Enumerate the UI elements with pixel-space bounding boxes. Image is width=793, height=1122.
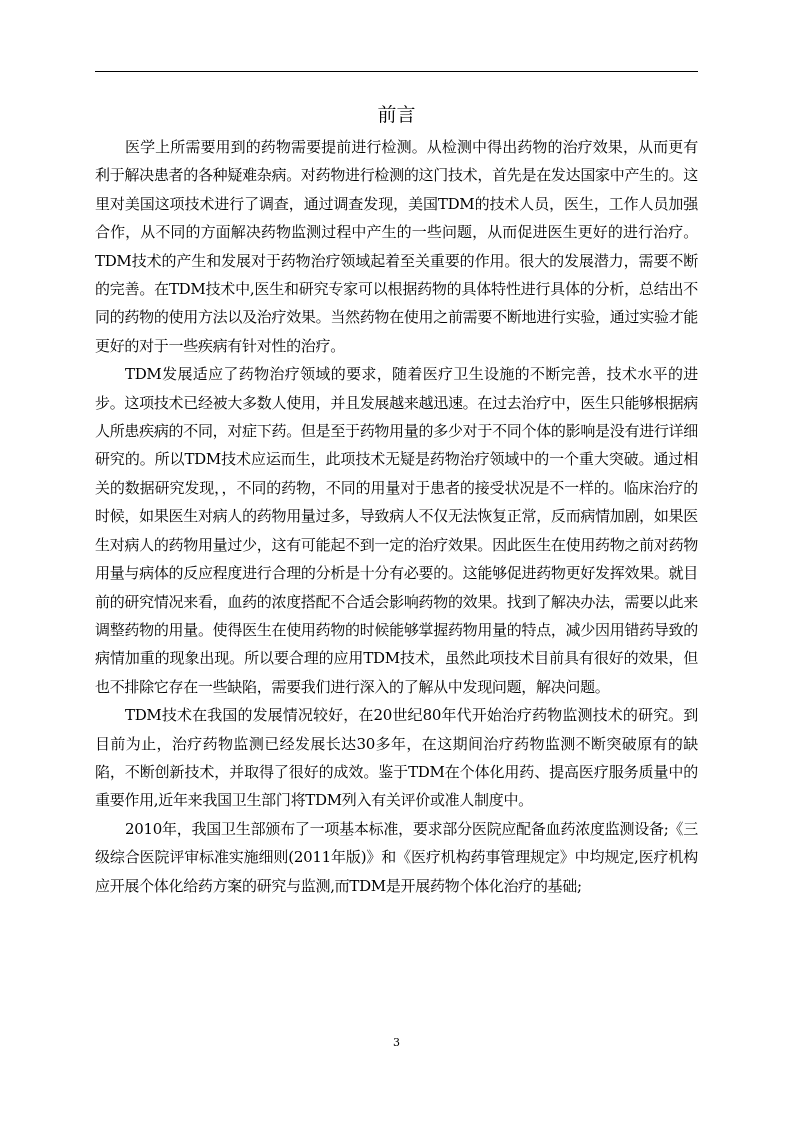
page-number: 3 (393, 1036, 400, 1049)
paragraph-3: TDM技术在我国的发展情况较好，在20世纪80年代开始治疗药物监测技术的研究。到目前为止，治疗药物监测已经发展长达30多年，在这期间治疗药物监测不断突破原有的缺陷，不断创新技术，并取得了很好的成效。鉴于TDM在个体化用药、提高医疗服务质量中的重要作用,近年来我国卫生部门将TDM列入有关评价或准人制度中。 (95, 706, 698, 810)
paragraph-4: 2010年，我国卫生部颁布了一项基本标准，要求部分医院应配备血药浓度监测设备;《三级综合医院评审标准实施细则(2011年版)》和《医疗机构药事管理规定》中均规定,医疗机构应开展个体化给药方案的研究与监测,而TDM是开展药物个体化治疗的基础; (95, 819, 698, 895)
paragraph-1: 医学上所需要用到的药物需要提前进行检测。从检测中得出药物的治疗效果，从而更有利于解决患者的各种疑难杂病。对药物进行检测的这门技术，首先是在发达国家中产生的。这里对美国这项技术进行了调查，通过调查发现，美国TDM的技术人员，医生，工作人员加强合作，从不同的方面解决药物监测过程中产生的一些问题，从而促进医生更好的进行治疗。 TDM技术的产生和发展对于药物治疗领域起着至关重要的作用。很大的发展潜力，需要不断的完善。在TDM技术中,医生和研究专家可以根据药物的具体特性进行具体的分析，总结出不同的药物的使用方法以及治疗效果。当然药物在使用之前需要不断地进行实验，通过实验才能更好的对于一些疾病有针对性的治疗。 (95, 138, 698, 355)
document-body (95, 133, 698, 900)
header-rule (95, 71, 698, 72)
paragraph-2: TDM发展适应了药物治疗领域的要求，随着医疗卫生设施的不断完善，技术水平的进步。这项技术已经被大多数人使用，并且发展越来越迅速。在过去治疗中，医生只能够根据病人所患疾病的不同，对症下药。但是至于药物用量的多少对于不同个体的影响是没有进行详细研究的。所以TDM技术应运而生，此项技术无疑是药物治疗领域中的一个重大突破。通过相关的数据研究发现，，不同的药物，不同的用量对于患者的接受状况是不一样的。临床治疗的时候，如果医生对病人的药物用量过多，导致病人不仅无法恢复正常，反而病情加剧，如果医生对病人的药物用量过少，这有可能起不到一定的治疗效果。因此医生在使用药物之前对药物用量与病体的反应程度进行合理的分析是十分有必要的。这能够促进药物更好发挥效果。就目前的研究情况来看，血药的浓度搭配不合适会影响药物的效果。找到了解决办法，需要以此来调整药物的用量。使得医生在使用药物的时候能够掌握药物用量的特点，减少因用错药导致的病情加重的现象出现。所以要合理的应用TDM技术，虽然此项技术目前具有很好的效果，但也不排除它存在一些缺陷，需要我们进行深入的了解从中发现问题，解决问题。 (95, 365, 698, 696)
page-title: 前言 (377, 104, 416, 126)
